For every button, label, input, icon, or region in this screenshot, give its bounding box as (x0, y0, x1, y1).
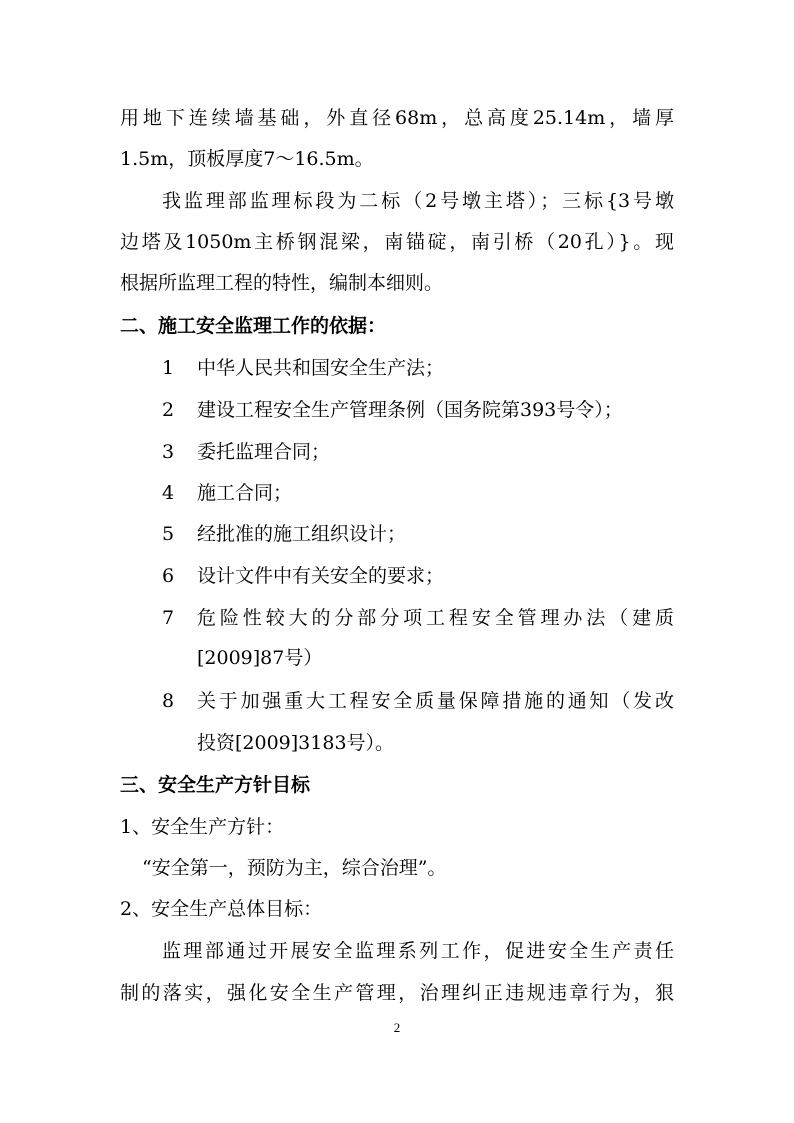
list-item-text: 危险性较大的分部分项工程安全管理办法（建质 (197, 607, 674, 629)
section3-sub1-title: 1、安全生产方针： (120, 816, 285, 838)
list-item-continuation: 投资[2009]3183号）。 (197, 732, 395, 754)
list-item-number: 6 (162, 565, 175, 587)
list-item-number: 2 (162, 399, 175, 421)
section3-sub2-line2: 制的落实，强化安全生产管理，治理纠正违规违章行为，狠 (120, 982, 674, 1004)
page-number: 2 (393, 1020, 401, 1035)
list-item-number: 5 (162, 523, 175, 545)
paragraph1-line2: 1.5m，顶板厚度7～16.5m。 (120, 148, 374, 170)
paragraph1-line1: 用地下连续墙基础，外直径68m，总高度25.14m，墙厚 (120, 107, 674, 129)
section3-sub1-text: “安全第一，预防为主，综合治理”。 (142, 857, 447, 879)
list-item-number: 8 (162, 690, 175, 712)
list-item-continuation: [2009]87号） (197, 647, 323, 669)
list-item-number: 7 (162, 607, 175, 629)
list-item-text: 关于加强重大工程安全质量保障措施的通知（发改 (197, 690, 674, 712)
paragraph2-line3: 根据所监理工程的特性，编制本细则。 (120, 272, 444, 294)
list-item-text: 建设工程安全生产管理条例（国务院第393号令）； (197, 399, 623, 421)
list-item-text: 中华人民共和国安全生产法； (197, 357, 445, 379)
list-item-text: 委托监理合同； (197, 441, 331, 463)
section2-heading: 二、施工安全监理工作的依据： (120, 315, 387, 337)
list-item-text: 设计文件中有关安全的要求； (197, 565, 445, 587)
list-item-number: 1 (162, 357, 175, 379)
section3-sub2-title: 2、安全生产总体目标： (120, 898, 323, 920)
paragraph2-line1: 我监理部监理标段为二标（2号墩主塔）；三标{3号墩 (162, 190, 674, 212)
section3-sub2-line1: 监理部通过开展安全监理系列工作，促进安全生产责任 (162, 940, 674, 962)
list-item-text: 经批准的施工组织设计； (197, 523, 407, 545)
list-item-number: 3 (162, 441, 175, 463)
section3-heading: 三、安全生产方针目标 (120, 774, 311, 796)
list-item-number: 4 (162, 482, 175, 504)
paragraph2-line2: 边塔及1050m主桥钢混梁，南锚碇，南引桥（20孔）}。现 (120, 231, 674, 253)
list-item-text: 施工合同； (197, 482, 293, 504)
